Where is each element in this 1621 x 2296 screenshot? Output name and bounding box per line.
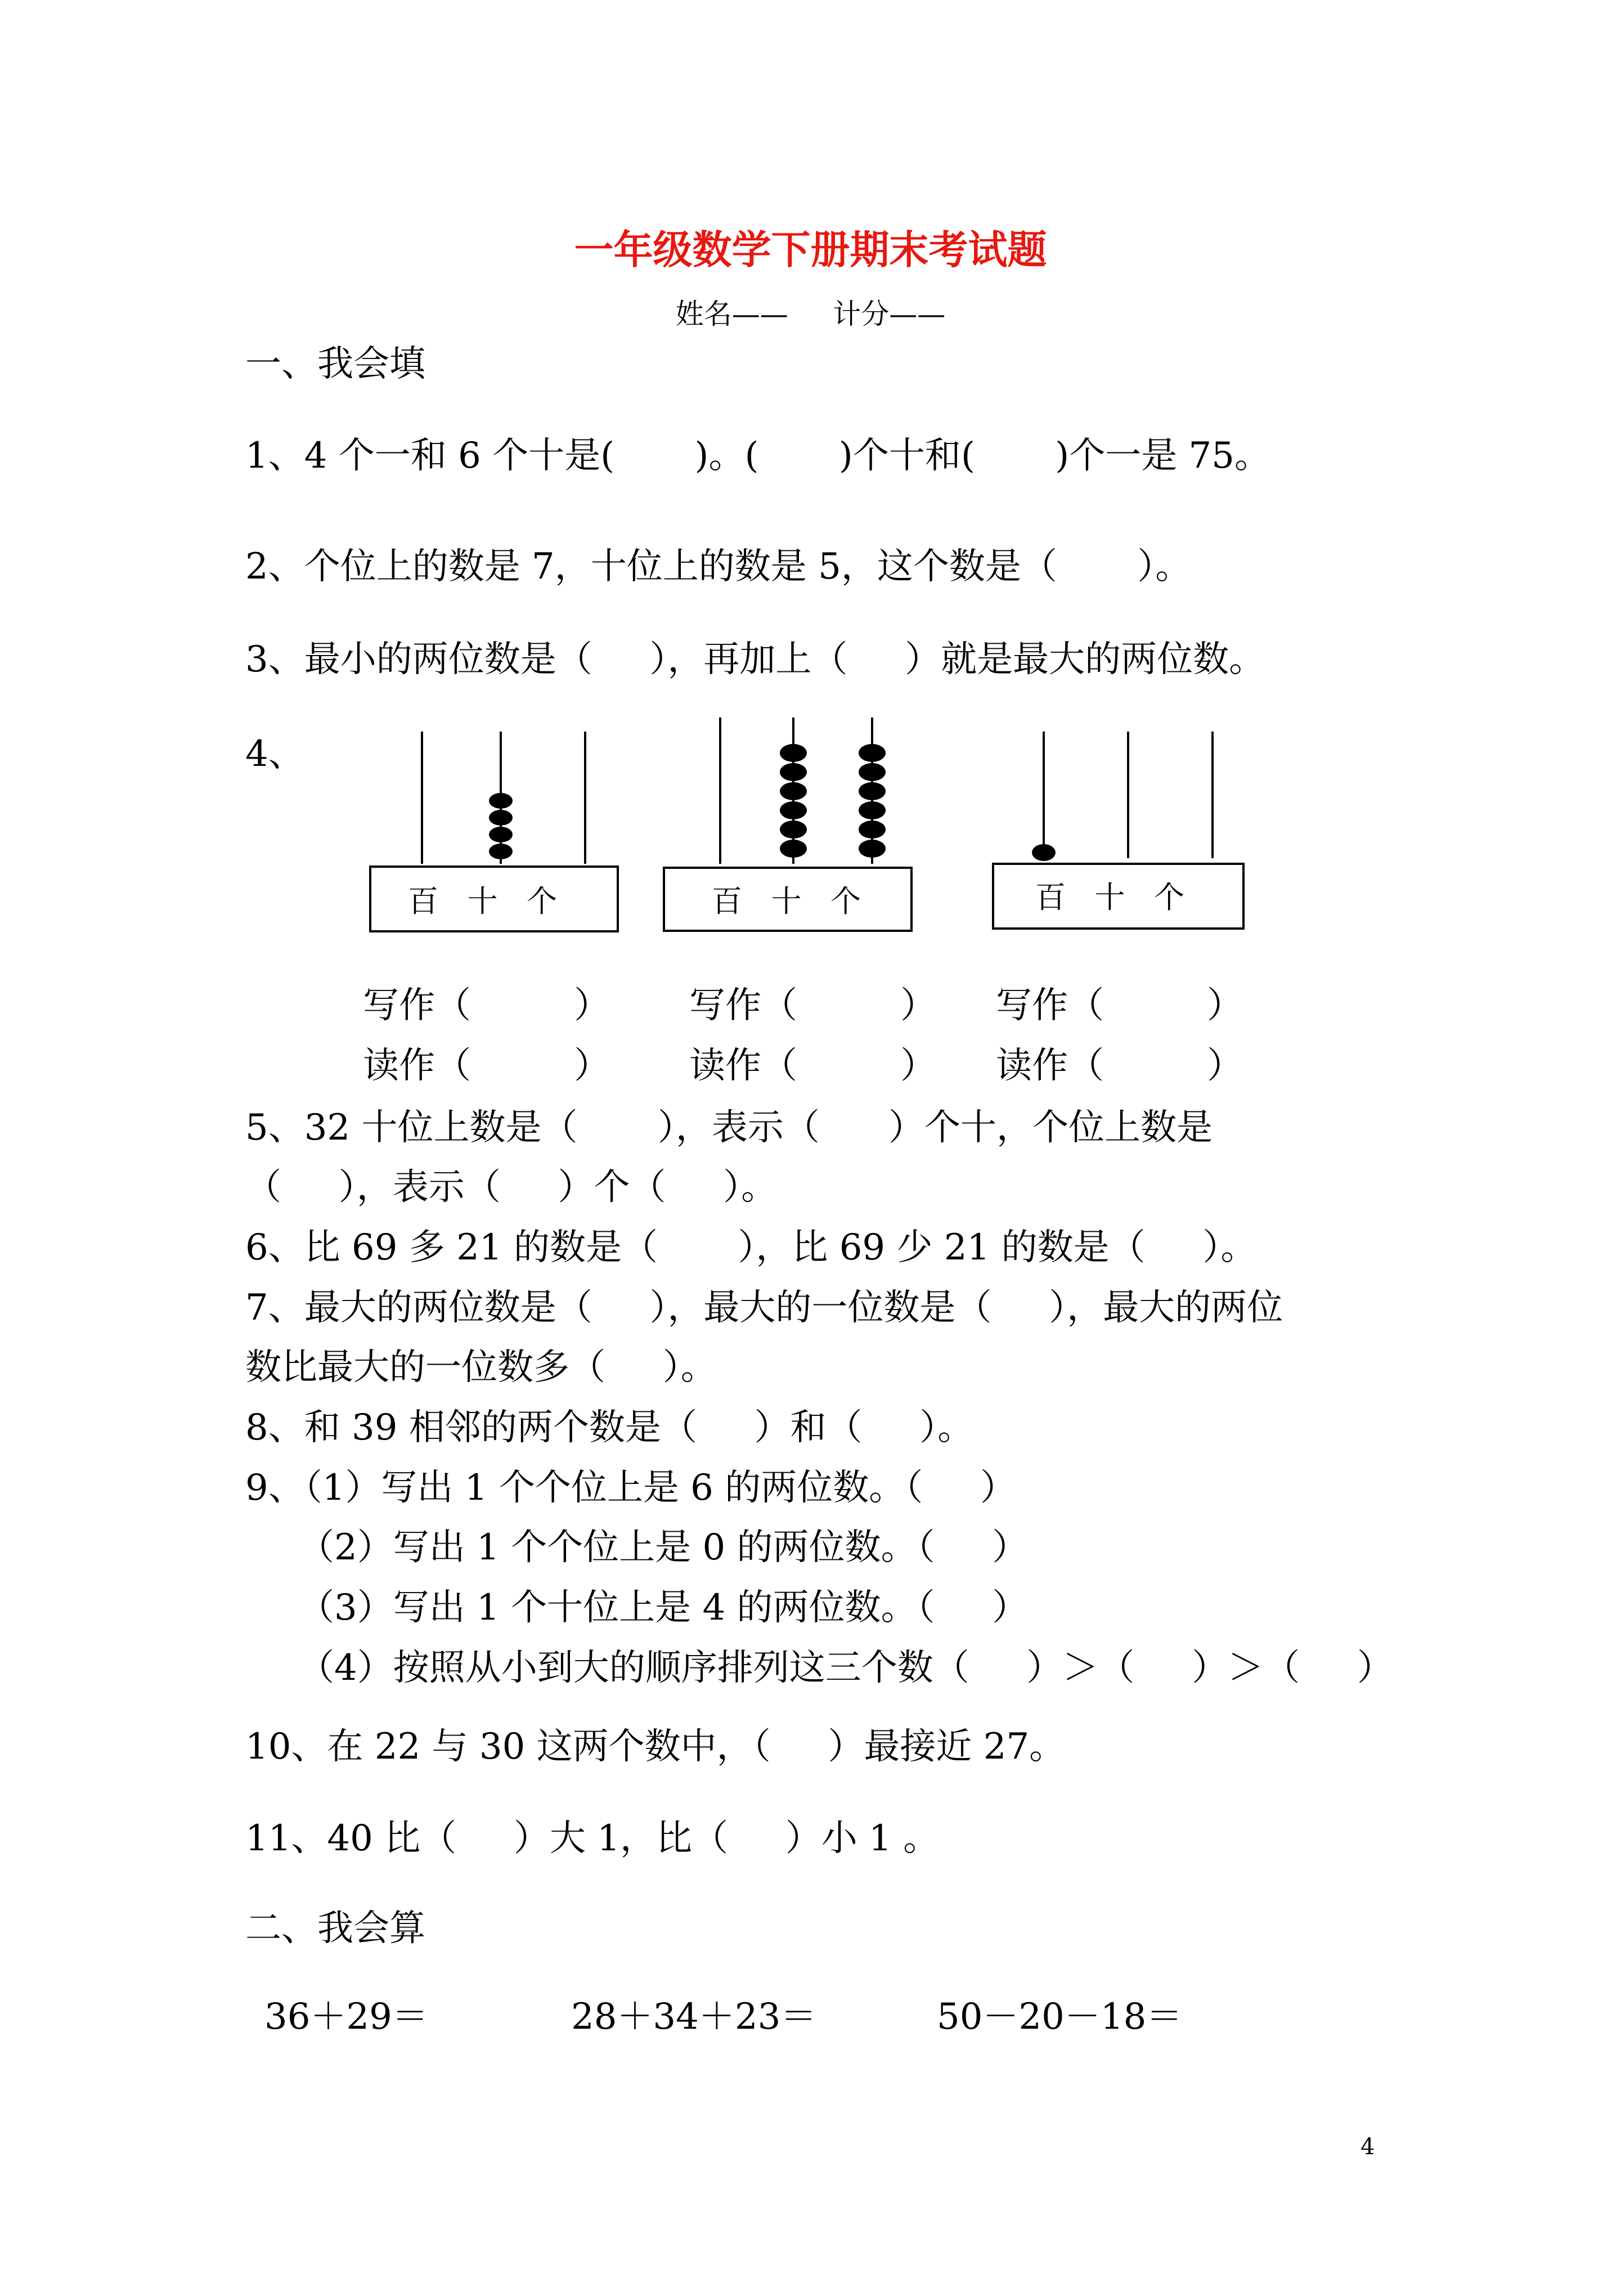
question-7-line-2: 数比最大的一位数多（ ）。 (245, 1347, 717, 1388)
abacus-label-3: 百 十 个 (1035, 880, 1184, 915)
calc-problem-1: 36＋29＝ (264, 1996, 428, 2038)
question-8: 8、和 39 相邻的两个数是（ ）和（ ）。 (245, 1407, 974, 1449)
page-number: 4 (1360, 2134, 1375, 2160)
question-11: 11、40 比（ ）大 1，比（ ）小 1 。 (245, 1818, 940, 1859)
abacus-3-write: 写作（ ） (996, 985, 1243, 1026)
hundreds-beads (1032, 844, 1056, 861)
question-5-line-2: （ ），表示（ ）个（ ）。 (245, 1167, 778, 1208)
question-9-part-2: （2）写出 1 个个位上是 0 的两位数。（ ） (298, 1527, 1029, 1568)
question-1: 1、4 个一和 6 个十是( )。( )个十和( )个一是 75。 (245, 435, 1270, 477)
question-3: 3、最小的两位数是（ ），再加上（ ）就是最大的两位数。 (245, 639, 1265, 680)
name-score-line: 姓名—— 计分—— (675, 298, 946, 330)
calc-problem-3: 50－20－18＝ (937, 1996, 1183, 2038)
abacus-3-read: 读作（ ） (996, 1045, 1243, 1087)
page-title: 一年级数学下册期末考试题 (574, 226, 1047, 273)
abacus-2-read: 读作（ ） (689, 1045, 937, 1087)
question-6: 6、比 69 多 21 的数是（ ），比 69 少 21 的数是（ ）。 (245, 1227, 1257, 1268)
abacus-1-read: 读作（ ） (363, 1045, 610, 1087)
question-9-part-3: （3）写出 1 个十位上是 4 的两位数。（ ） (298, 1587, 1029, 1629)
section-calculate-heading: 二、我会算 (245, 1908, 425, 1949)
abacus-diagram-1 (360, 729, 625, 943)
question-9-part-4: （4）按照从小到大的顺序排列这三个数（ ）＞（ ）＞（ ） (298, 1647, 1393, 1689)
question-10: 10、在 22 与 30 这两个数中，（ ）最接近 27。 (245, 1726, 1066, 1768)
abacus-label-1: 百 十 个 (408, 884, 557, 919)
question-2: 2、个位上的数是 7，十位上的数是 5，这个数是（ ）。 (245, 546, 1192, 588)
abacus-2-write: 写作（ ） (689, 985, 937, 1026)
question-7-line-1: 7、最大的两位数是（ ），最大的一位数是（ ），最大的两位 (245, 1287, 1283, 1329)
abacus-diagram-2 (658, 715, 923, 940)
abacus-diagram-3 (987, 729, 1252, 943)
question-9-part-1: 9、（1）写出 1 个个位上是 6 的两位数。（ ） (245, 1467, 1016, 1509)
abacus-1-write: 写作（ ） (363, 985, 610, 1026)
section-fill-in-heading: 一、我会填 (245, 343, 425, 385)
question-4: 4、 (245, 733, 304, 775)
calc-problem-2: 28＋34＋23＝ (571, 1996, 817, 2038)
abacus-label-2: 百 十 个 (712, 884, 861, 919)
question-5-line-1: 5、32 十位上数是（ ），表示（ ）个十，个位上数是 (245, 1107, 1213, 1149)
